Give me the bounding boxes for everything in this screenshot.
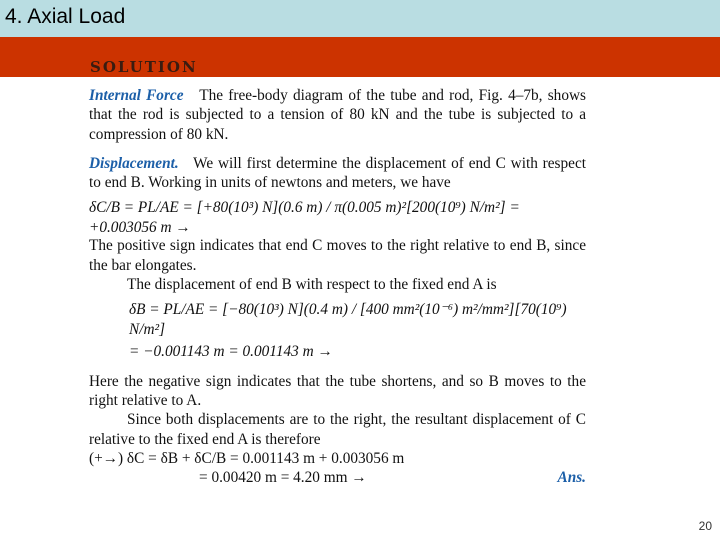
positive-sign-paragraph: The positive sign indicates that end C moves to the right relative to end B, since the bar elongates.	[89, 237, 586, 274]
displacement-heading: Displacement.	[89, 154, 179, 172]
negative-sign-paragraph: Here the negative sign indicates that the tube shortens, and so B moves to the right relative to A.	[89, 372, 586, 409]
displacement-b-paragraph: The displacement of end B with respect to the fixed end A is	[127, 276, 497, 294]
equation-delta-c-result-row	[89, 468, 586, 487]
equation-delta-c-result: = 0.00420 m = 4.20 mm →	[199, 469, 367, 487]
internal-force-paragraph	[89, 86, 586, 144]
slide-title: 4. Axial Load	[5, 5, 126, 28]
solution-label: SOLUTION	[90, 58, 198, 76]
equation-delta-b-result: = −0.001143 m = 0.001143 m →	[129, 343, 333, 361]
equation-delta-c: (+→) δC = δB + δC/B = 0.001143 m + 0.003056 m	[89, 449, 405, 467]
slide-header	[0, 0, 720, 37]
equation-delta-c-row	[89, 449, 586, 468]
page-number: 20	[698, 519, 712, 533]
resultant-paragraph: Since both displacements are to the right, the resultant displacement of C relative to the fixed end A is therefore	[89, 411, 586, 448]
solution-content	[89, 86, 586, 487]
answer-label: Ans.	[557, 469, 586, 487]
internal-force-heading: Internal Force	[89, 87, 184, 104]
equation-delta-cb: δC/B = PL/AE = [+80(10³) N](0.6 m) / π(0.005 m)²[200(10⁹) N/m²] = +0.003056 m →	[89, 199, 520, 236]
internal-force-text: The free-body diagram of the tube and rod, Fig. 4–7b, shows that the rod is subjected to a tension of 80 kN and the tube is subjected to a compression of 80 kN.	[89, 87, 586, 143]
displacement-text: We will first determine the displacement of end C with respect to end B. Working in units of newtons and meters, we have	[89, 154, 586, 192]
displacement-paragraph	[89, 154, 586, 193]
equation-delta-b: δB = PL/AE = [−80(10³) N](0.4 m) / [400 mm²(10⁻⁶) m²/mm²][70(10⁹) N/m²]	[129, 301, 567, 338]
